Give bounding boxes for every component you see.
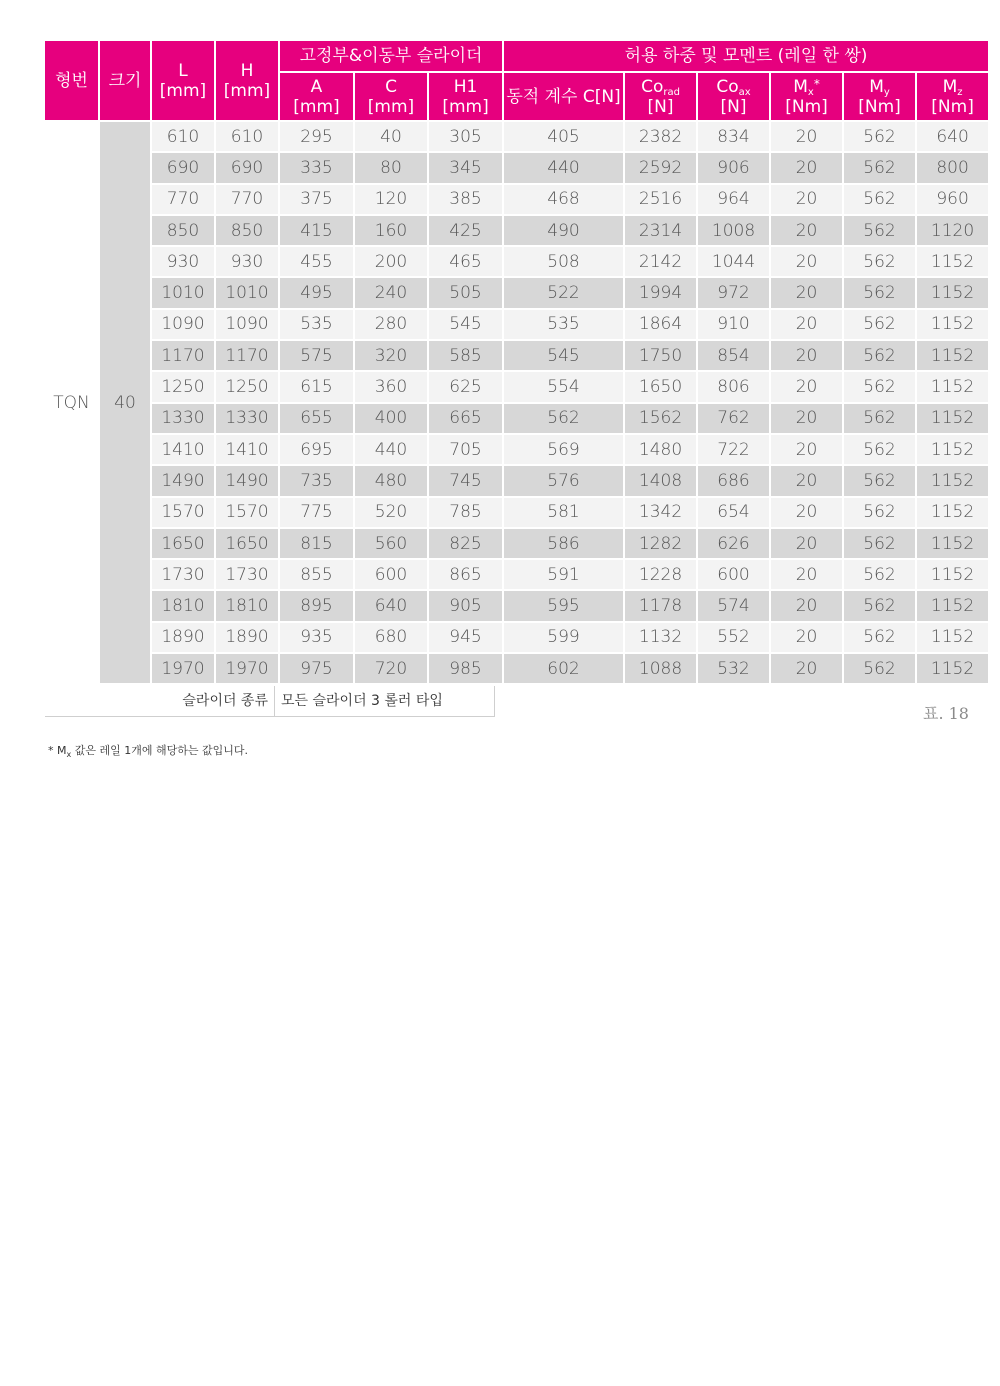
cell-a: 375 — [280, 185, 353, 214]
cell-mx: 20 — [771, 466, 842, 495]
cell-co-rad: 1480 — [625, 435, 696, 464]
table-row — [45, 529, 988, 558]
cell-a: 335 — [280, 153, 353, 182]
table-row — [45, 623, 988, 652]
cell-co-rad: 1178 — [625, 591, 696, 620]
cell-l: 1010 — [152, 278, 214, 307]
header-co-rad-label: Co — [641, 76, 664, 97]
cell-a: 895 — [280, 591, 353, 620]
cell-c: 320 — [355, 341, 427, 370]
cell-h1: 585 — [429, 341, 502, 370]
cell-mx: 20 — [771, 153, 842, 182]
cell-co-ax: 722 — [698, 435, 769, 464]
cell-dynamic: 586 — [504, 529, 623, 558]
cell-co-ax: 626 — [698, 529, 769, 558]
cell-co-ax: 600 — [698, 560, 769, 589]
cell-co-rad: 2592 — [625, 153, 696, 182]
header-mx-sub: x — [807, 86, 814, 98]
header-co-rad-unit: [N] — [647, 96, 674, 117]
cell-h1: 345 — [429, 153, 502, 182]
header-mx-label: M — [793, 76, 808, 97]
table-row — [45, 247, 988, 276]
cell-l: 1650 — [152, 529, 214, 558]
cell-h1: 625 — [429, 372, 502, 401]
header-a — [280, 73, 353, 120]
cell-c: 160 — [355, 216, 427, 245]
footnote-star: * — [48, 744, 54, 757]
cell-co-ax: 1044 — [698, 247, 769, 276]
cell-h1: 825 — [429, 529, 502, 558]
cell-dynamic: 522 — [504, 278, 623, 307]
cell-my: 562 — [844, 153, 915, 182]
cell-h1: 785 — [429, 498, 502, 527]
cell-mx: 20 — [771, 623, 842, 652]
cell-c: 40 — [355, 122, 427, 151]
cell-mz: 640 — [917, 122, 988, 151]
table-row — [45, 122, 988, 151]
cell-h: 930 — [216, 247, 278, 276]
cell-co-ax: 574 — [698, 591, 769, 620]
cell-my: 562 — [844, 216, 915, 245]
cell-h: 1650 — [216, 529, 278, 558]
cell-mx: 20 — [771, 216, 842, 245]
cell-co-ax: 806 — [698, 372, 769, 401]
header-mz-sub: z — [957, 86, 963, 98]
size-cell: 40 — [100, 122, 150, 683]
header-c — [355, 73, 427, 120]
cell-co-ax: 686 — [698, 466, 769, 495]
cell-mz: 1152 — [917, 247, 988, 276]
cell-my: 562 — [844, 466, 915, 495]
cell-h: 850 — [216, 216, 278, 245]
cell-mz: 960 — [917, 185, 988, 214]
cell-co-ax: 964 — [698, 185, 769, 214]
header-co-ax — [698, 73, 769, 120]
header-mz — [917, 73, 988, 120]
header-mz-label: M — [942, 76, 958, 97]
header-co-ax-unit: [N] — [720, 96, 747, 117]
cell-dynamic: 405 — [504, 122, 623, 151]
cell-h: 1090 — [216, 310, 278, 339]
cell-h1: 905 — [429, 591, 502, 620]
table-row — [45, 153, 988, 182]
cell-dynamic: 576 — [504, 466, 623, 495]
cell-co-rad: 2516 — [625, 185, 696, 214]
cell-c: 400 — [355, 404, 427, 433]
cell-dynamic: 599 — [504, 623, 623, 652]
cell-h: 770 — [216, 185, 278, 214]
cell-mx: 20 — [771, 591, 842, 620]
cell-h1: 985 — [429, 654, 502, 683]
cell-l: 1810 — [152, 591, 214, 620]
cell-co-ax: 762 — [698, 404, 769, 433]
footnote-text: 값은 레일 1개에 해당하는 값입니다. — [71, 744, 248, 757]
header-mz-unit: [Nm] — [931, 96, 974, 117]
cell-mz: 1152 — [917, 560, 988, 589]
cell-dynamic: 508 — [504, 247, 623, 276]
header-my — [844, 73, 915, 120]
cell-my: 562 — [844, 122, 915, 151]
cell-l: 930 — [152, 247, 214, 276]
header-group-slider: 고정부&이동부 슬라이더 — [280, 41, 502, 71]
cell-dynamic: 490 — [504, 216, 623, 245]
cell-mx: 20 — [771, 498, 842, 527]
cell-my: 562 — [844, 372, 915, 401]
cell-c: 680 — [355, 623, 427, 652]
cell-mz: 1152 — [917, 591, 988, 620]
cell-h1: 425 — [429, 216, 502, 245]
cell-mz: 1120 — [917, 216, 988, 245]
table-row — [45, 498, 988, 527]
cell-a: 975 — [280, 654, 353, 683]
cell-h: 1410 — [216, 435, 278, 464]
header-co-ax-label: Co — [716, 76, 739, 97]
cell-mx: 20 — [771, 435, 842, 464]
table-number: 표. 18 — [923, 704, 969, 723]
header-h1-label: H1 — [453, 76, 478, 97]
cell-co-rad: 1228 — [625, 560, 696, 589]
header-l-unit: [mm] — [159, 80, 207, 101]
cell-h1: 465 — [429, 247, 502, 276]
header-co-rad-sub: rad — [663, 86, 680, 98]
cell-c: 560 — [355, 529, 427, 558]
cell-co-ax: 1008 — [698, 216, 769, 245]
cell-co-rad: 1132 — [625, 623, 696, 652]
cell-mz: 1152 — [917, 341, 988, 370]
cell-h1: 385 — [429, 185, 502, 214]
cell-dynamic: 562 — [504, 404, 623, 433]
cell-l: 1730 — [152, 560, 214, 589]
slider-type-value: 모든 슬라이더 3 롤러 타입 — [281, 693, 443, 709]
cell-l: 610 — [152, 122, 214, 151]
cell-mx: 20 — [771, 185, 842, 214]
cell-l: 1090 — [152, 310, 214, 339]
cell-dynamic: 440 — [504, 153, 623, 182]
cell-my: 562 — [844, 278, 915, 307]
cell-h: 1890 — [216, 623, 278, 652]
header-group-load: 허용 하중 및 모멘트 (레일 한 쌍) — [504, 41, 988, 71]
cell-co-rad: 2142 — [625, 247, 696, 276]
table-row — [45, 341, 988, 370]
header-c-label: C — [385, 76, 397, 97]
cell-a: 575 — [280, 341, 353, 370]
cell-a: 775 — [280, 498, 353, 527]
cell-my: 562 — [844, 341, 915, 370]
cell-my: 562 — [844, 591, 915, 620]
cell-co-ax: 834 — [698, 122, 769, 151]
cell-co-rad: 1408 — [625, 466, 696, 495]
cell-dynamic: 468 — [504, 185, 623, 214]
cell-mx: 20 — [771, 654, 842, 683]
cell-mz: 1152 — [917, 654, 988, 683]
header-my-label: M — [869, 76, 884, 97]
cell-co-rad: 2382 — [625, 122, 696, 151]
cell-my: 562 — [844, 404, 915, 433]
cell-l: 1250 — [152, 372, 214, 401]
header-my-unit: [Nm] — [858, 96, 901, 117]
cell-h1: 945 — [429, 623, 502, 652]
cell-l: 850 — [152, 216, 214, 245]
cell-c: 280 — [355, 310, 427, 339]
cell-a: 455 — [280, 247, 353, 276]
cell-l: 770 — [152, 185, 214, 214]
model-cell: TQN — [45, 122, 98, 683]
header-c-unit: [mm] — [367, 96, 415, 117]
cell-co-rad: 1282 — [625, 529, 696, 558]
cell-mz: 1152 — [917, 498, 988, 527]
header-mx-unit: [Nm] — [785, 96, 828, 117]
cell-h1: 705 — [429, 435, 502, 464]
cell-co-rad: 1088 — [625, 654, 696, 683]
cell-a: 855 — [280, 560, 353, 589]
cell-co-rad: 1342 — [625, 498, 696, 527]
header-h-label: H — [240, 60, 254, 81]
cell-l: 1170 — [152, 341, 214, 370]
table-row — [45, 591, 988, 620]
cell-a: 295 — [280, 122, 353, 151]
cell-my: 562 — [844, 529, 915, 558]
cell-co-rad: 1994 — [625, 278, 696, 307]
cell-mx: 20 — [771, 247, 842, 276]
cell-c: 600 — [355, 560, 427, 589]
spec-table — [43, 39, 990, 685]
footnote — [48, 742, 248, 759]
table-row — [45, 372, 988, 401]
table-row — [45, 310, 988, 339]
header-co-rad — [625, 73, 696, 120]
cell-h: 1490 — [216, 466, 278, 495]
cell-my: 562 — [844, 435, 915, 464]
cell-dynamic: 569 — [504, 435, 623, 464]
table-body — [45, 122, 988, 683]
header-l-label: L — [178, 60, 188, 81]
cell-dynamic: 535 — [504, 310, 623, 339]
cell-mx: 20 — [771, 529, 842, 558]
cell-my: 562 — [844, 623, 915, 652]
cell-mx: 20 — [771, 372, 842, 401]
cell-my: 562 — [844, 310, 915, 339]
cell-mz: 1152 — [917, 435, 988, 464]
header-my-sub: y — [883, 86, 890, 98]
footnote-m: M — [57, 744, 67, 757]
cell-c: 640 — [355, 591, 427, 620]
cell-co-rad: 1562 — [625, 404, 696, 433]
cell-co-ax: 532 — [698, 654, 769, 683]
header-h-unit: [mm] — [223, 80, 271, 101]
cell-mx: 20 — [771, 560, 842, 589]
cell-h1: 865 — [429, 560, 502, 589]
header-co-ax-sub: ax — [738, 86, 751, 98]
cell-a: 935 — [280, 623, 353, 652]
cell-l: 1330 — [152, 404, 214, 433]
cell-mz: 1152 — [917, 529, 988, 558]
table-row — [45, 435, 988, 464]
cell-co-ax: 854 — [698, 341, 769, 370]
cell-c: 480 — [355, 466, 427, 495]
cell-c: 240 — [355, 278, 427, 307]
cell-mz: 1152 — [917, 310, 988, 339]
cell-h1: 305 — [429, 122, 502, 151]
slider-type-label: 슬라이더 종류 — [45, 686, 275, 716]
cell-my: 562 — [844, 560, 915, 589]
cell-co-rad: 1750 — [625, 341, 696, 370]
cell-co-rad: 2314 — [625, 216, 696, 245]
cell-a: 815 — [280, 529, 353, 558]
cell-mz: 1152 — [917, 404, 988, 433]
cell-my: 562 — [844, 185, 915, 214]
cell-a: 695 — [280, 435, 353, 464]
cell-a: 415 — [280, 216, 353, 245]
cell-h: 610 — [216, 122, 278, 151]
cell-l: 1570 — [152, 498, 214, 527]
cell-h: 1730 — [216, 560, 278, 589]
cell-c: 200 — [355, 247, 427, 276]
table-header — [45, 41, 988, 120]
table-row — [45, 185, 988, 214]
cell-h: 1330 — [216, 404, 278, 433]
cell-mz: 1152 — [917, 278, 988, 307]
cell-h1: 505 — [429, 278, 502, 307]
header-dynamic: 동적 계수 C[N] — [504, 73, 623, 120]
cell-l: 1490 — [152, 466, 214, 495]
cell-c: 520 — [355, 498, 427, 527]
cell-co-ax: 906 — [698, 153, 769, 182]
cell-h1: 745 — [429, 466, 502, 495]
cell-l: 1410 — [152, 435, 214, 464]
header-h1-unit: [mm] — [442, 96, 489, 117]
header-size: 크기 — [100, 41, 150, 120]
cell-h: 1010 — [216, 278, 278, 307]
cell-co-rad: 1650 — [625, 372, 696, 401]
cell-a: 495 — [280, 278, 353, 307]
cell-co-ax: 552 — [698, 623, 769, 652]
cell-mx: 20 — [771, 310, 842, 339]
cell-h1: 545 — [429, 310, 502, 339]
table-row — [45, 654, 988, 683]
cell-mz: 800 — [917, 153, 988, 182]
cell-a: 735 — [280, 466, 353, 495]
cell-mx: 20 — [771, 341, 842, 370]
cell-dynamic: 591 — [504, 560, 623, 589]
cell-l: 1970 — [152, 654, 214, 683]
cell-a: 615 — [280, 372, 353, 401]
cell-h: 1970 — [216, 654, 278, 683]
header-model: 형번 — [45, 41, 98, 120]
cell-h: 690 — [216, 153, 278, 182]
cell-c: 720 — [355, 654, 427, 683]
header-a-label: A — [310, 76, 323, 97]
table-row — [45, 278, 988, 307]
cell-h: 1250 — [216, 372, 278, 401]
cell-mz: 1152 — [917, 466, 988, 495]
footnote-x: x — [66, 750, 72, 760]
cell-c: 80 — [355, 153, 427, 182]
cell-h1: 665 — [429, 404, 502, 433]
cell-co-rad: 1864 — [625, 310, 696, 339]
cell-my: 562 — [844, 654, 915, 683]
header-a-unit: [mm] — [293, 96, 340, 117]
cell-dynamic: 602 — [504, 654, 623, 683]
header-mx-star: * — [813, 76, 820, 91]
cell-my: 562 — [844, 498, 915, 527]
cell-h: 1570 — [216, 498, 278, 527]
cell-my: 562 — [844, 247, 915, 276]
cell-l: 690 — [152, 153, 214, 182]
table-row — [45, 466, 988, 495]
cell-a: 535 — [280, 310, 353, 339]
cell-mz: 1152 — [917, 372, 988, 401]
cell-h: 1810 — [216, 591, 278, 620]
cell-mx: 20 — [771, 122, 842, 151]
cell-c: 440 — [355, 435, 427, 464]
header-mx — [771, 73, 842, 120]
cell-c: 360 — [355, 372, 427, 401]
cell-dynamic: 595 — [504, 591, 623, 620]
cell-mx: 20 — [771, 404, 842, 433]
table-row — [45, 216, 988, 245]
cell-co-ax: 972 — [698, 278, 769, 307]
cell-c: 120 — [355, 185, 427, 214]
cell-mx: 20 — [771, 278, 842, 307]
cell-mz: 1152 — [917, 623, 988, 652]
table-row — [45, 404, 988, 433]
header-h — [216, 41, 278, 120]
table-row — [45, 560, 988, 589]
cell-l: 1890 — [152, 623, 214, 652]
header-h1 — [429, 73, 502, 120]
header-l — [152, 41, 214, 120]
cell-a: 655 — [280, 404, 353, 433]
cell-h: 1170 — [216, 341, 278, 370]
cell-co-ax: 910 — [698, 310, 769, 339]
cell-dynamic: 554 — [504, 372, 623, 401]
cell-dynamic: 581 — [504, 498, 623, 527]
cell-co-ax: 654 — [698, 498, 769, 527]
cell-dynamic: 545 — [504, 341, 623, 370]
slider-type-row — [45, 686, 495, 717]
